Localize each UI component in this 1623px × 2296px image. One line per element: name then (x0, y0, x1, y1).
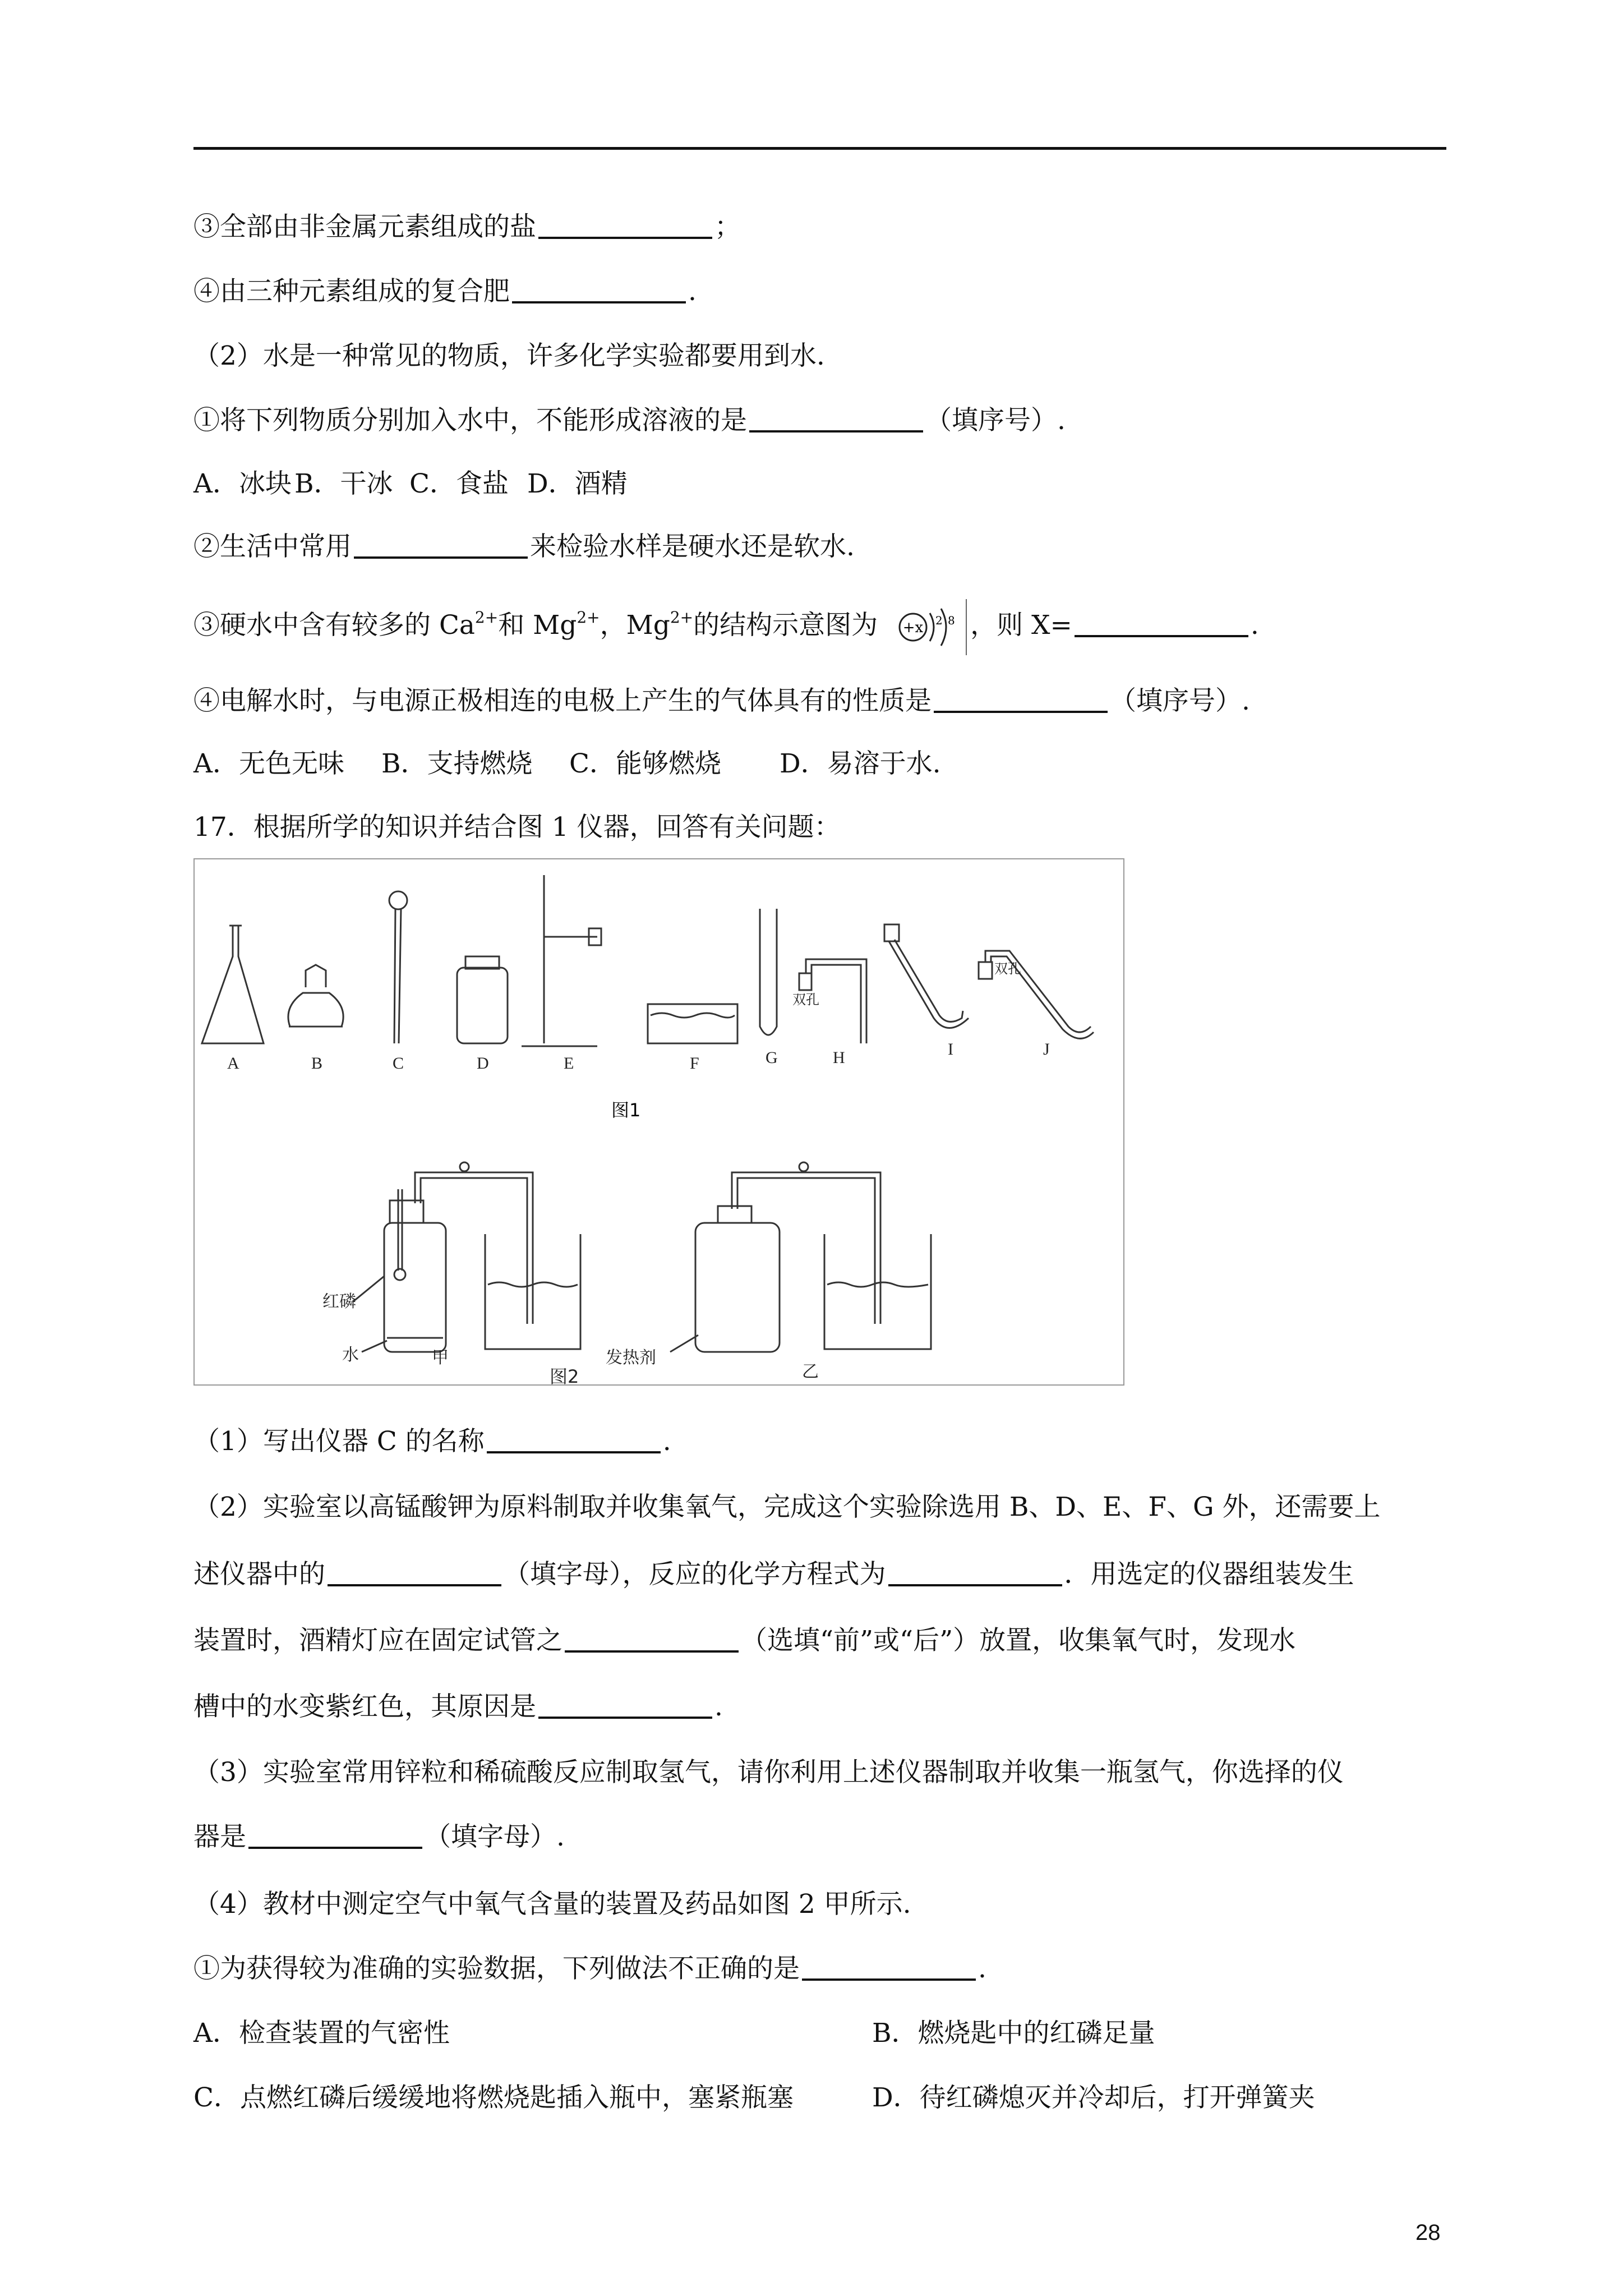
question-text: ①为获得较为准确的实验数据，下列做法不正确的是 (193, 1953, 800, 1984)
question-text: ．用选定的仪器组装发生 (1064, 1559, 1354, 1590)
question-text: ； (714, 211, 741, 242)
shell-2-count: 8 (948, 614, 955, 627)
apparatus-figure (193, 858, 1124, 1386)
option-c: C．能够燃烧 (569, 748, 721, 779)
question-text: （选填“前”或“后”）放置，收集氧气时，发现水 (741, 1625, 1296, 1656)
question-text: 装置时，酒精灯应在固定试管之 (193, 1625, 562, 1656)
question-text: 述仪器中的 (193, 1559, 325, 1590)
question-text: 来检验水样是硬水还是软水. (530, 531, 855, 562)
charge-sup: 2+ (474, 608, 499, 627)
question-text: ③全部由非金属元素组成的盐 (193, 211, 536, 242)
fig2-caption: 图2 (550, 1366, 579, 1386)
option-c: C．点燃红磷后缓缓地将燃烧匙插入瓶中，塞紧瓶塞 (193, 2082, 794, 2113)
option-b: B．干冰 (294, 468, 393, 499)
question-text: ③硬水中含有较多的 Ca (193, 610, 475, 641)
charge-sup: 2+ (577, 608, 600, 627)
label-double-hole-h: 双孔 (792, 992, 819, 1007)
question-text: . (1250, 610, 1259, 641)
line-water-intro: （2）水是一种常见的物质，许多化学实验都要用到水. (193, 341, 825, 371)
answer-blank[interactable] (1075, 609, 1248, 637)
line-q2-d (193, 1690, 723, 1724)
option-a: A．无色无味 (193, 748, 344, 779)
line-options-1 (193, 467, 628, 501)
question-text: ②生活中常用 (193, 531, 352, 562)
label-i: I (948, 1040, 953, 1059)
answer-blank[interactable] (934, 685, 1108, 713)
charge-sup: 2+ (670, 608, 694, 627)
line-q2-b (193, 1558, 1354, 1591)
question-text: （填序号）. (925, 405, 1066, 436)
label-heating-agent: 发热剂 (606, 1348, 656, 1368)
question-text: ④电解水时，与电源正极相连的电极上产生的气体具有的性质是 (193, 685, 932, 716)
line-options-3 (193, 2017, 1155, 2050)
option-d: D．待红磷熄灭并冷却后，打开弹簧夹 (872, 2082, 1315, 2113)
line-options-4 (193, 2081, 1315, 2115)
question-text: （填序号）. (1110, 685, 1250, 716)
option-a: A．冰块 (193, 468, 292, 499)
line-mg-structure (193, 595, 1259, 656)
label-yi: 乙 (802, 1362, 819, 1382)
answer-blank[interactable] (512, 275, 686, 303)
label-b: B (311, 1054, 323, 1073)
answer-blank[interactable] (888, 1558, 1062, 1586)
question-text: 槽中的水变紫红色，其原因是 (193, 1691, 536, 1722)
question-text: ，Mg (600, 610, 670, 641)
question-text: 和 Mg (498, 610, 577, 641)
question-17-title: 17．根据所学的知识并结合图 1 仪器，回答有关问题： (193, 812, 841, 843)
ion-structure-diagram (886, 596, 970, 658)
fig1-caption: 图1 (611, 1099, 641, 1121)
answer-blank[interactable] (538, 1691, 712, 1719)
label-red-phosphorus: 红磷 (322, 1292, 356, 1312)
label-j: J (1043, 1040, 1050, 1059)
question-text: 器是 (193, 1821, 246, 1852)
question-text: . (978, 1953, 986, 1984)
answer-blank[interactable] (328, 1558, 501, 1586)
line-q4-1 (193, 1952, 986, 1986)
answer-blank[interactable] (354, 531, 528, 559)
answer-blank[interactable] (749, 404, 923, 432)
question-text: （1）写出仪器 C 的名称 (193, 1426, 485, 1457)
line-salt (193, 210, 741, 244)
question-text: （填字母）. (425, 1821, 565, 1852)
label-g: G (766, 1048, 778, 1067)
label-jia: 甲 (432, 1348, 449, 1368)
question-text: ④由三种元素组成的复合肥 (193, 276, 510, 307)
option-c: C．食盐 (409, 468, 509, 499)
label-e: E (564, 1054, 574, 1073)
apparatus-svg (193, 858, 1124, 1386)
label-double-hole-j: 双孔 (994, 961, 1021, 977)
option-d: D．酒精 (527, 468, 628, 499)
answer-blank[interactable] (565, 1625, 739, 1653)
line-q2-c (193, 1624, 1295, 1658)
line-fertilizer (193, 275, 697, 309)
line-q2-a: （2）实验室以高锰酸钾为原料制取并收集氧气，完成这个实验除选用 B、D、E、F、G 外，还需要上 (193, 1492, 1381, 1522)
question-text: . (714, 1691, 723, 1722)
line-q1 (193, 1425, 671, 1458)
answer-blank[interactable] (248, 1821, 422, 1849)
option-a: A．检查装置的气密性 (193, 2018, 450, 2049)
page-number: 28 (1415, 2220, 1441, 2245)
line-options-2 (193, 747, 941, 781)
option-d: D．易溶于水. (780, 748, 941, 779)
shell-1-count: 2 (935, 614, 943, 627)
option-b: B．支持燃烧 (381, 748, 533, 779)
nucleus-label: +x (902, 619, 924, 636)
question-text: ，则 X= (970, 610, 1072, 641)
question-text: （填字母），反应的化学方程式为 (504, 1559, 886, 1590)
label-d: D (477, 1054, 489, 1073)
line-q3-a: （3）实验室常用锌粒和稀硫酸反应制取氢气，请你利用上述仪器制取并收集一瓶氢气，你选择的仪 (193, 1757, 1344, 1788)
line-hard-water (193, 530, 855, 564)
header-rule (193, 147, 1446, 150)
line-q4: （4）教材中测定空气中氧气含量的装置及药品如图 2 甲所示. (193, 1889, 911, 1920)
line-electrolysis (193, 684, 1250, 718)
line-q3-b (193, 1820, 565, 1854)
question-text: . (662, 1426, 671, 1457)
label-water: 水 (342, 1345, 359, 1365)
label-a: A (227, 1054, 239, 1073)
question-text: . (688, 276, 697, 307)
label-h: H (833, 1048, 845, 1067)
label-c: C (393, 1054, 404, 1073)
option-b: B．燃烧匙中的红磷足量 (872, 2018, 1155, 2049)
line-solution (193, 404, 1066, 438)
question-text: ①将下列物质分别加入水中，不能形成溶液的是 (193, 405, 747, 436)
answer-blank[interactable] (802, 1953, 976, 1981)
answer-blank[interactable] (538, 211, 712, 239)
answer-blank[interactable] (487, 1425, 661, 1453)
question-text: 的结构示意图为 (693, 610, 878, 641)
label-f: F (690, 1054, 699, 1073)
